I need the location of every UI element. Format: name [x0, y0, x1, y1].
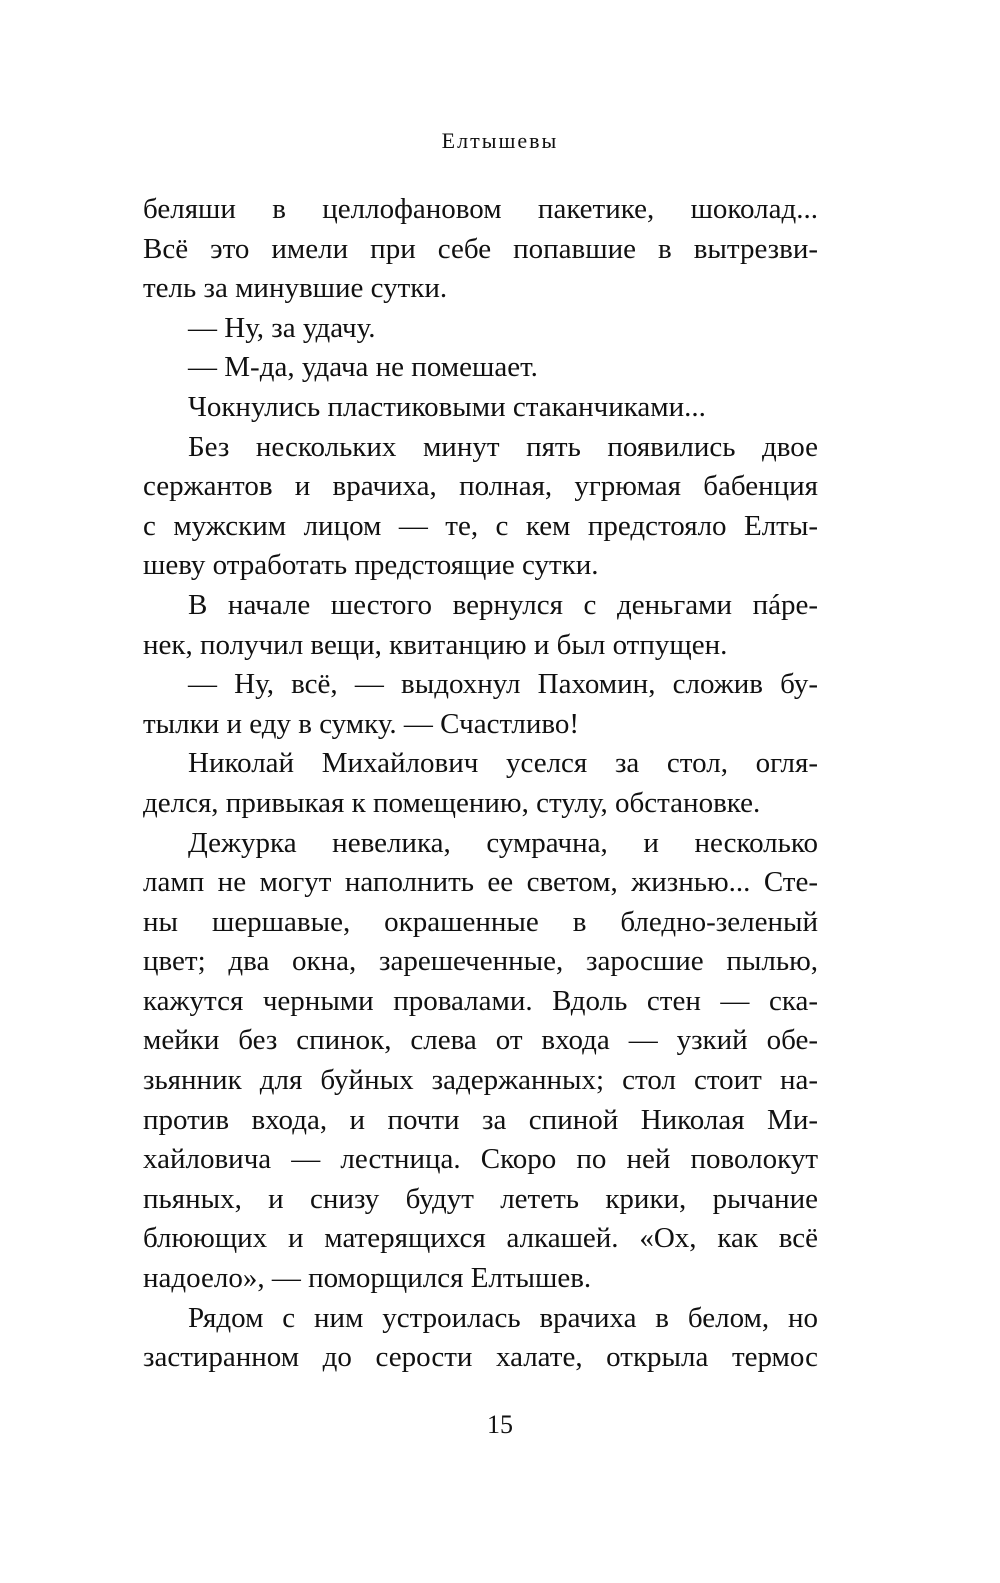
- running-head: Елтышевы: [441, 128, 559, 153]
- text-line: застиранном до серости халате, открыла термос: [143, 1341, 818, 1374]
- body-text: [143, 190, 818, 1378]
- text-line: Чокнулись пластиковыми стаканчиками...: [188, 390, 706, 423]
- text-line: делся, привыкая к помещению, стулу, обстановке.: [143, 786, 761, 819]
- text-line: цвет; два окна, зарешеченные, заросшие пылью,: [143, 945, 818, 978]
- text-line: ны шершавые, окрашенные в бледно-зеленый: [143, 905, 818, 938]
- text-line: — М-да, удача не помешает.: [188, 351, 538, 384]
- text-line: Николай Михайлович уселся за стол, огля-: [188, 747, 818, 780]
- text-line: блюющих и матерящихся алкашей. «Ох, как всё: [143, 1222, 818, 1255]
- text-line: кажутся черными провалами. Вдоль стен — ска-: [143, 984, 818, 1017]
- page-number: 15: [487, 1410, 513, 1439]
- text-line: Рядом с ним устроилась врачиха в белом, но: [188, 1301, 818, 1334]
- text-line: сержантов и врачиха, полная, угрюмая бабенция: [143, 470, 818, 503]
- text-line: шеву отработать предстоящие сутки.: [143, 549, 599, 582]
- text-line: пьяных, и снизу будут лететь крики, рычание: [143, 1182, 818, 1215]
- text-line: ламп не могут наполнить ее светом, жизнью... Сте-: [143, 866, 818, 899]
- text-line: надоело», — поморщился Елтышев.: [143, 1262, 592, 1295]
- text-line: Без нескольких минут пять появились двое: [188, 430, 818, 463]
- text-line: против входа, и почти за спиной Николая Ми-: [143, 1103, 818, 1136]
- text-line: Дежурка невелика, сумрачна, и несколько: [188, 826, 818, 859]
- text-line: беляши в целлофановом пакетике, шоколад...: [143, 193, 818, 225]
- text-line: — Ну, за удачу.: [188, 311, 376, 344]
- text-line: хайловича — лестница. Скоро по ней поволокут: [143, 1143, 818, 1176]
- text-line: мейки без спинок, слева от входа — узкий обе-: [143, 1024, 818, 1057]
- text-line: тель за минувшие сутки.: [143, 272, 448, 305]
- text-line: зьянник для буйных задержанных; стол стоит на-: [143, 1064, 818, 1097]
- text-line: — Ну, всё, — выдохнул Пахомин, сложив бу-: [188, 668, 818, 701]
- text-line: Всё это имели при себе попавшие в вытрезви-: [143, 232, 818, 265]
- text-line: нек, получил вещи, квитанцию и был отпущен.: [143, 628, 728, 661]
- text-line: В начале шестого вернулся с деньгами пáре-: [188, 588, 818, 621]
- text-line: с мужским лицом — те, с кем предстояло Елты-: [143, 509, 818, 542]
- text-line: тылки и еду в сумку. — Счастливо!: [143, 707, 580, 740]
